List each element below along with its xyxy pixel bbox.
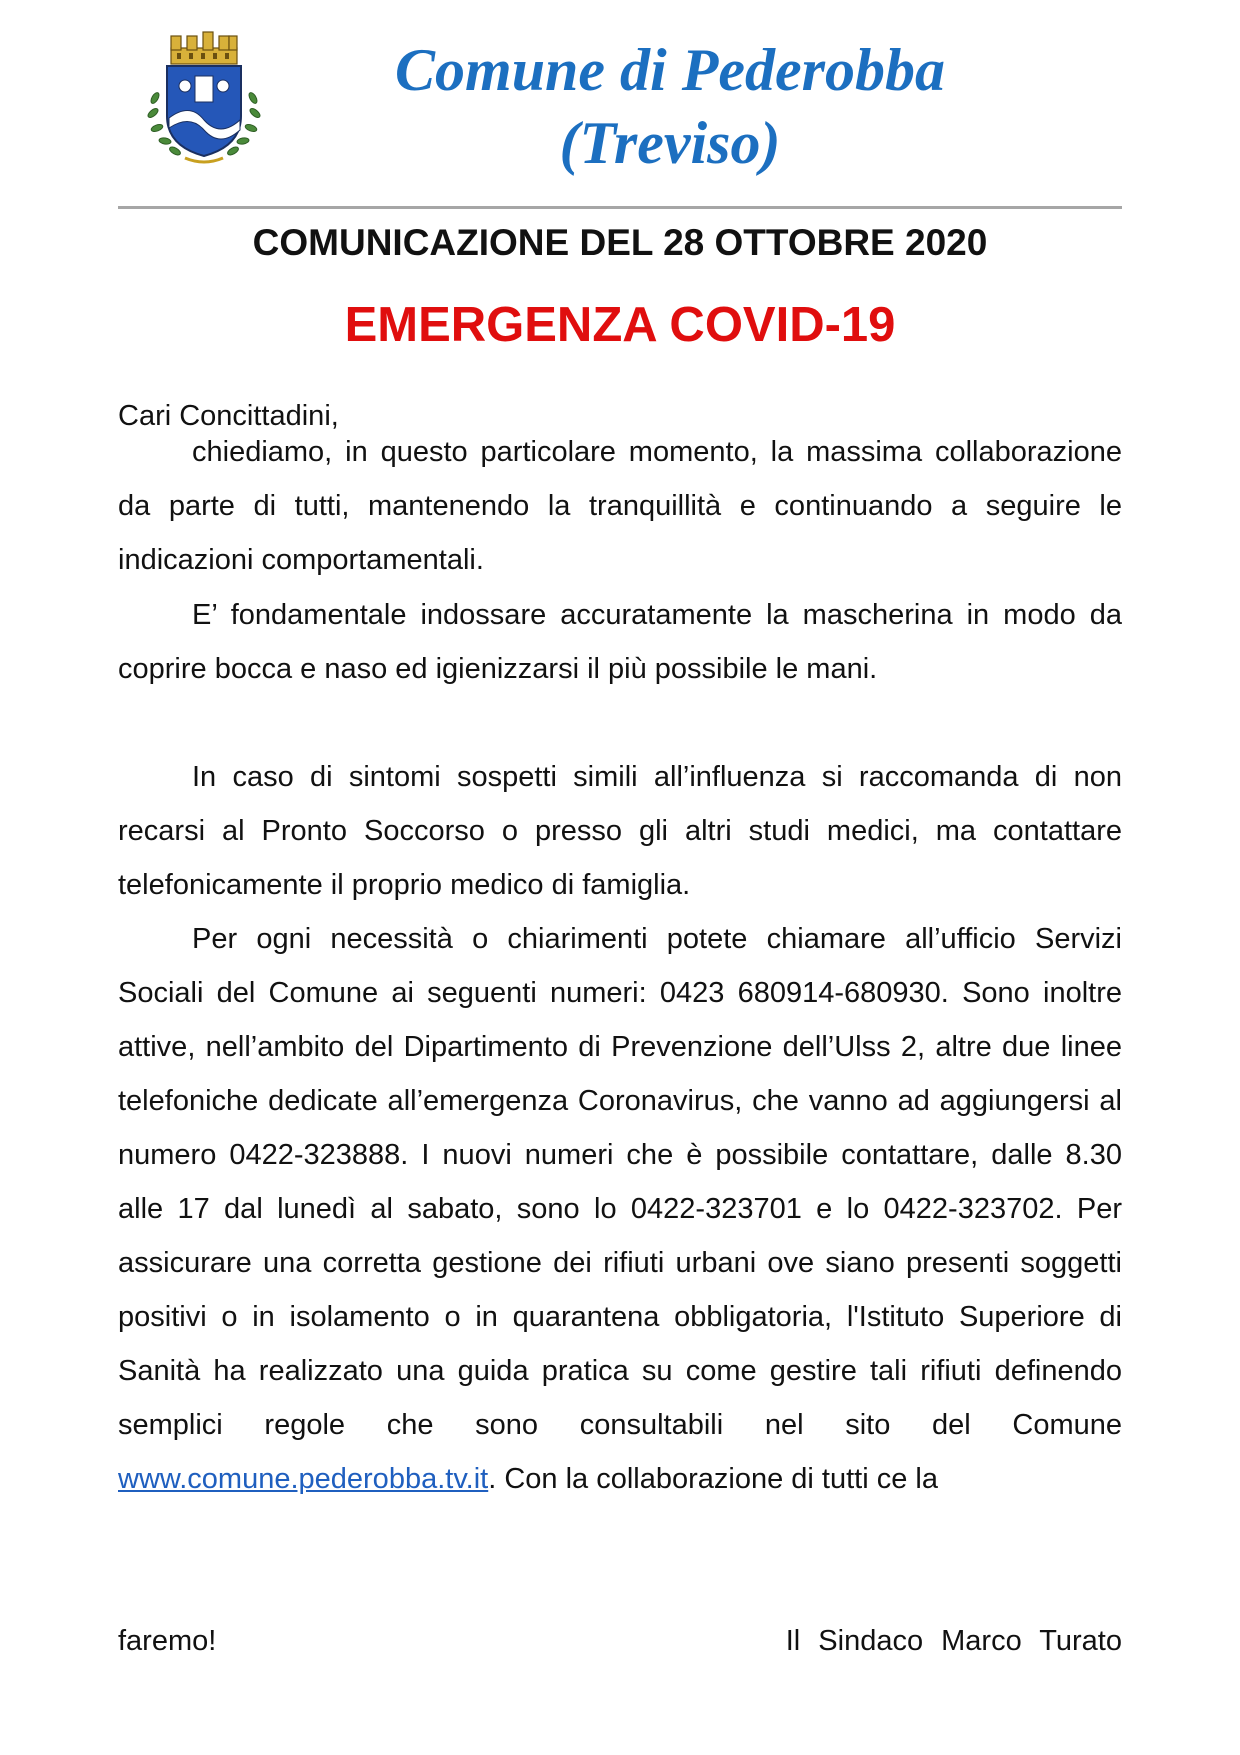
paragraph-4-wrapper xyxy=(118,912,1122,1506)
communication-title: COMUNICAZIONE DEL 28 OTTOBRE 2020 xyxy=(252,222,988,263)
letter-body xyxy=(118,425,1122,587)
mayor-signature: Il Sindaco Marco Turato xyxy=(785,1625,1122,1657)
paragraph-2-wrapper xyxy=(118,588,1122,696)
municipality-title: Comune di Pederobba xyxy=(395,37,945,103)
paragraph-collaboration: chiediamo, in questo particolare momento, la massima collaborazione da parte di tutti, mantenendo la tranquillità e continuando a seguire le indicazioni comportamentali. xyxy=(118,436,1122,576)
emergency-headline: EMERGENZA COVID-19 xyxy=(344,298,896,352)
paragraph-contacts-text: Per ogni necessità o chiarimenti potete chiamare all’ufficio Servizi Sociali del Comune ai seguenti numeri: 0423 680914-680930. Sono inoltre attive, nell’ambito del Dipartimento di Prevenzione dell’Ulss 2, altre due linee telefoniche dedicate all’emergenza Coronavirus, che vanno ad aggiungersi al numero 0422-323888. I nuovi numeri che è possibile contattare, dalle 8.30 alle 17 dal lunedì al sabato, sono lo 0422-323701 e lo 0422-323702. Per assicurare una corretta gestione dei rifiuti urbani ove siano presenti soggetti positivi o in isolamento o in quarantena obbligatoria, l'Istituto Superiore di Sanità ha realizzato una guida pratica su come gestire tali rifiuti definendo semplici regole che sono consultabili nel sito del Comune xyxy=(118,923,1122,1441)
paragraph-3-wrapper xyxy=(118,750,1122,912)
header-divider xyxy=(118,206,1122,209)
closing-words: faremo! xyxy=(118,1625,217,1657)
coat-of-arms-icon xyxy=(145,28,263,168)
paragraph-mask: E’ fondamentale indossare accuratamente la mascherina in modo da coprire bocca e naso ed igienizzarsi il più possibile le mani. xyxy=(118,599,1122,685)
paragraph-symptoms: In caso di sintomi sospetti simili all’influenza si raccomanda di non recarsi al Pronto Soccorso o presso gli altri studi medici, ma contattare telefonicamente il proprio medico di famiglia. xyxy=(118,761,1122,901)
paragraph-contacts-tail: . Con la collaborazione di tutti ce la xyxy=(488,1463,938,1495)
paragraph-contacts xyxy=(118,912,1122,1506)
greeting: Cari Concittadini, xyxy=(118,400,339,432)
website-link[interactable]: www.comune.pederobba.tv.it xyxy=(118,1463,489,1495)
municipality-province: (Treviso) xyxy=(559,110,781,176)
